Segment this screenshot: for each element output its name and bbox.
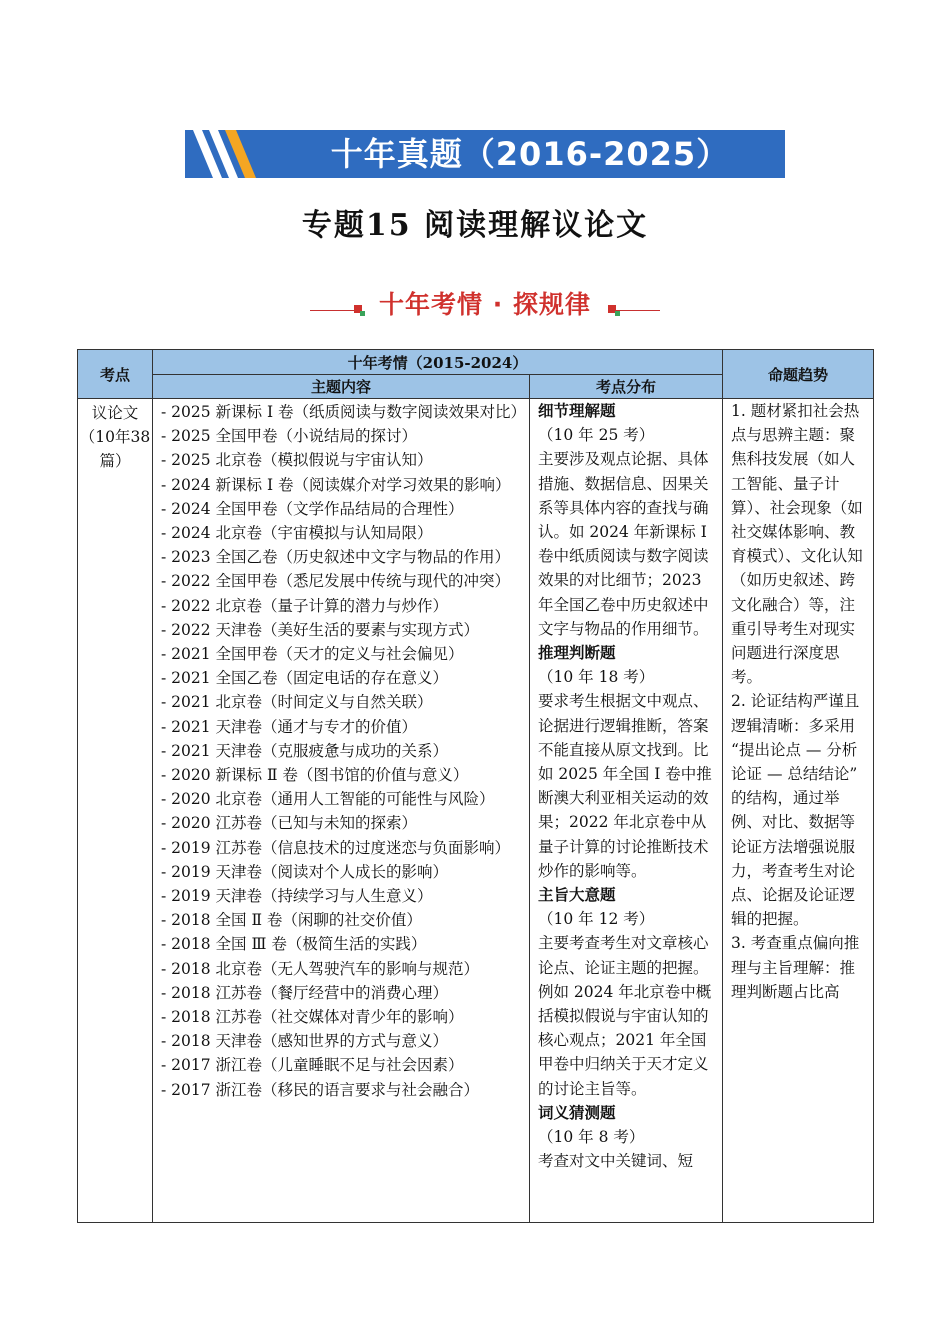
- topic-item: - 2021 天津卷（通才与专才的价值）: [161, 717, 418, 736]
- distribution-count: （10 年 25 考）: [538, 426, 655, 445]
- header-distribution: 考点分布: [530, 375, 723, 399]
- header-ten-year: 十年考情（2015-2024）: [153, 350, 723, 375]
- topic-item: - 2021 北京卷（时间定义与自然关联）: [161, 693, 433, 712]
- stripes-decoration: [185, 130, 275, 178]
- trend-point: 2. 论证结构严谨且逻辑清晰：多采用 “提出论点 — 分析论证 — 总结结论” 的结构，通过举例、对比、数据等论证方法增强说服力，考查考生对论点、论据及论证逻辑的把握。: [731, 692, 860, 929]
- distribution-count: （10 年 18 考）: [538, 668, 655, 687]
- topic-item: - 2018 江苏卷（餐厅经营中的消费心理）: [161, 983, 449, 1002]
- trend-point: 1. 题材紧扣社会热点与思辨主题：聚焦科技发展（如人工智能、量子计算）、社会现象（如社交媒体影响、教育模式）、文化认知（如历史叙述、跨文化融合）等，注重引导考生对现实问题进行深度思考。: [731, 402, 863, 687]
- topic-item: - 2020 新课标 Ⅱ 卷（图书馆的价值与意义）: [161, 766, 469, 785]
- topic-item: - 2020 江苏卷（已知与未知的探索）: [161, 814, 418, 833]
- distribution-count: （10 年 8 考）: [538, 1128, 645, 1147]
- green-square-icon-right: [615, 311, 620, 316]
- topic-item: - 2023 全国乙卷（历史叙述中文字与物品的作用）: [161, 548, 511, 567]
- title-banner: [185, 130, 785, 178]
- topic-item: - 2018 全国 Ⅲ 卷（极简生活的实践）: [161, 935, 427, 954]
- distribution-cell: [530, 399, 723, 1223]
- distribution-desc: 主要考查考生对文章核心论点、论证主题的把握。例如 2024 年北京卷中概括模拟假说与宇宙认知的核心观点；2021 年全国甲卷中归纳关于天才定义的讨论主旨等。: [538, 934, 712, 1098]
- distribution-count: （10 年 12 考）: [538, 910, 655, 929]
- topic-item: - 2018 天津卷（感知世界的方式与意义）: [161, 1032, 449, 1051]
- topic-item: - 2024 全国甲卷（文学作品结局的合理性）: [161, 499, 464, 518]
- topic-item: - 2022 全国甲卷（悉尼发展中传统与现代的冲突）: [161, 572, 511, 591]
- distribution-heading: 主旨大意题: [538, 885, 616, 905]
- subtitle-text: 十年考情 · 探规律: [379, 290, 591, 319]
- topic-item: - 2024 新课标 Ⅰ 卷（阅读媒介对学习效果的影响）: [161, 475, 511, 494]
- header-trend: 命题趋势: [723, 350, 874, 399]
- topic-item: - 2022 北京卷（量子计算的潜力与炒作）: [161, 596, 449, 615]
- topic-item: - 2025 北京卷（模拟假说与宇宙认知）: [161, 451, 433, 470]
- topic-item: - 2018 北京卷（无人驾驶汽车的影响与规范）: [161, 959, 480, 978]
- topic-item: - 2018 全国 Ⅱ 卷（闲聊的社交价值）: [161, 911, 422, 930]
- topic-item: - 2019 天津卷（阅读对个人成长的影响）: [161, 862, 449, 881]
- topic-item: - 2019 天津卷（持续学习与人生意义）: [161, 887, 433, 906]
- topic-item: - 2021 天津卷（克服疲惫与成功的关系）: [161, 741, 449, 760]
- distribution-heading: 细节理解题: [538, 401, 616, 420]
- topic-item: - 2022 天津卷（美好生活的要素与实现方式）: [161, 620, 480, 639]
- header-topic: 主题内容: [153, 375, 530, 399]
- trend-cell: [723, 399, 874, 1223]
- header-kaodian: 考点: [78, 350, 153, 399]
- topic-item: - 2025 全国甲卷（小说结局的探讨）: [161, 427, 418, 446]
- topic-item: - 2017 浙江卷（移民的语言要求与社会融合）: [161, 1080, 480, 1099]
- distribution-desc: 考查对文中关键词、短: [538, 1152, 694, 1171]
- topic-item: - 2025 新课标 Ⅰ 卷（纸质阅读与数字阅读效果对比）: [161, 403, 527, 421]
- distribution-desc: 主要涉及观点论据、具体措施、数据信息、因果关系等具体内容的查找与确认。如 2024 年新课标 Ⅰ 卷中纸质阅读与数字阅读效果的对比细节；2023 年全国乙卷中历史叙述中文字与物品的作用细节。: [538, 450, 709, 638]
- banner-text: 十年真题（2016-2025）: [330, 135, 730, 173]
- topic-item: - 2020 北京卷（通用人工智能的可能性与风险）: [161, 790, 495, 809]
- topic-item: - 2019 江苏卷（信息技术的过度迷恋与负面影响）: [161, 838, 511, 857]
- right-divider: [610, 310, 660, 311]
- left-divider: [310, 310, 360, 311]
- page-title: 专题15 阅读理解议论文: [301, 208, 649, 243]
- section-subheading: [310, 285, 660, 321]
- topic-item: - 2024 北京卷（宇宙模拟与认知局限）: [161, 524, 433, 543]
- topic-item: - 2021 全国乙卷（固定电话的存在意义）: [161, 669, 449, 688]
- distribution-heading: 推理判断题: [538, 643, 616, 663]
- distribution-desc: 要求考生根据文中观点、论据进行逻辑推断，答案不能直接从原文找到。比如 2025 年全国 Ⅰ 卷中推断澳大利亚相关运动的效果；2022 年北京卷中从量子计算的讨论推断技术炒作的影响等。: [538, 692, 712, 880]
- exam-analysis-table: [77, 349, 874, 1223]
- trend-point: 3. 考查重点偏向推理与主旨理解：推理判断题占比高: [731, 934, 860, 1001]
- topic-item: - 2021 全国甲卷（天才的定义与社会偏见）: [161, 645, 464, 664]
- topic-list-cell: [153, 399, 530, 1223]
- distribution-heading: 词义猜测题: [538, 1102, 616, 1122]
- topic-item: - 2018 江苏卷（社交媒体对青少年的影响）: [161, 1008, 464, 1027]
- kaodian-cell: 议论文（10年38篇）: [78, 399, 153, 1223]
- green-square-icon: [360, 311, 365, 316]
- topic-item: - 2017 浙江卷（儿童睡眠不足与社会因素）: [161, 1056, 464, 1075]
